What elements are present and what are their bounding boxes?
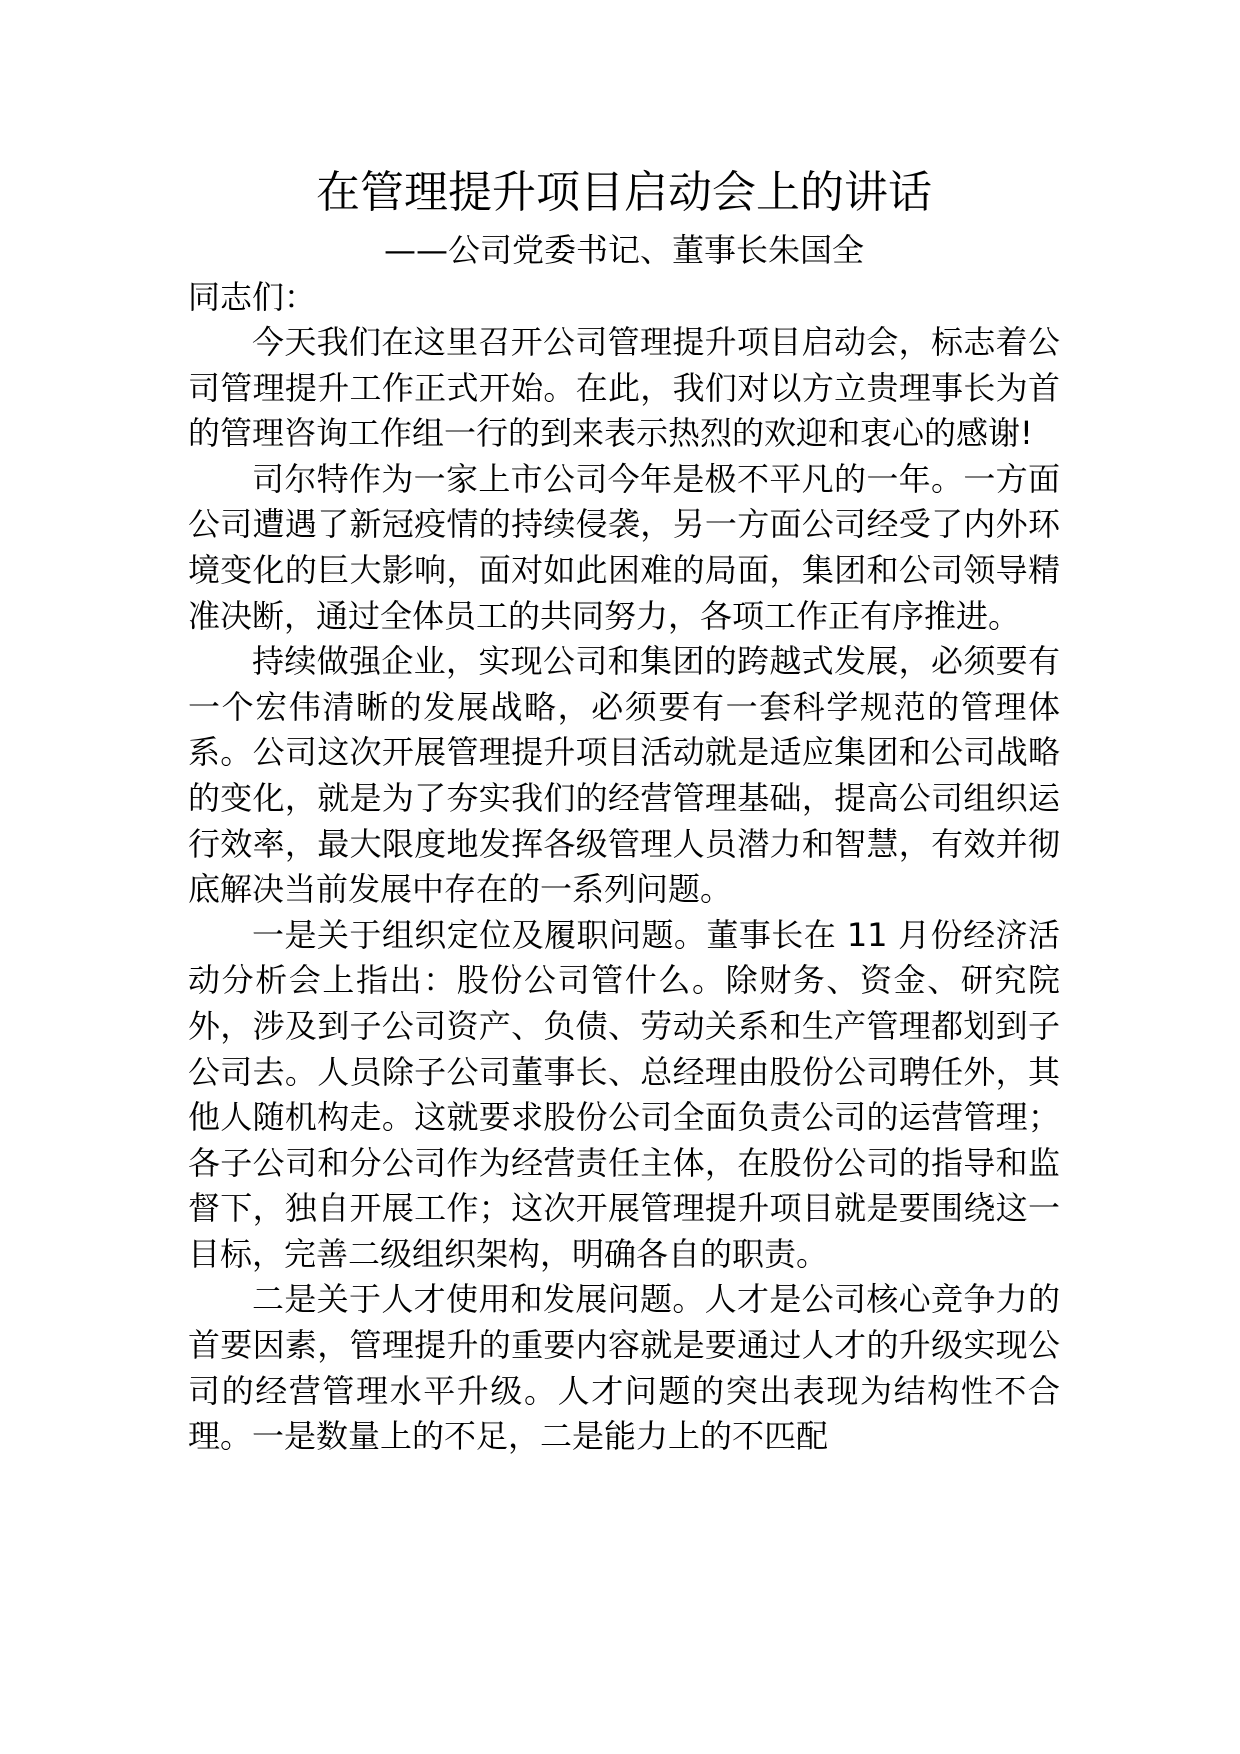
document-title: 在管理提升项目启动会上的讲话 bbox=[316, 167, 932, 218]
paragraph-strategy: 持续做强企业，实现公司和集团的跨越式发展，必须要有一个宏伟清晰的发展战略，必须要有一套科学规范的管理体系。公司这次开展管理提升项目活动就是适应集团和公司战略的变化，就是为了夯实我们的经营管理基础，提高公司组织运行效率，最大限度地发挥各级管理人员潜力和智慧，有效并彻底解决当前发展中存在的一系列问题。 bbox=[188, 642, 1060, 909]
document-page bbox=[188, 160, 1060, 1460]
paragraph-talent: 二是关于人才使用和发展问题。人才是公司核心竞争力的首要因素，管理提升的重要内容就是要通过人才的升级实现公司的经营管理水平升级。人才问题的突出表现为结构性不合理。一是数量上的不足，二是能力上的不匹配 bbox=[188, 1280, 1060, 1456]
salutation: 同志们： bbox=[188, 278, 317, 316]
paragraph-organization: 一是关于组织定位及履职问题。董事长在 11 月份经济活动分析会上指出：股份公司管什么。除财务、资金、研究院外，涉及到子公司资产、负债、劳动关系和生产管理都划到子公司去。人员除子公司董事长、总经理由股份公司聘任外，其他人随机构走。这就要求股份公司全面负责公司的运营管理；各子公司和分公司作为经营责任主体，在股份公司的指导和监督下，独自开展工作；这次开展管理提升项目就是要围绕这一目标，完善二级组织架构，明确各自的职责。 bbox=[188, 915, 1060, 1273]
document-subtitle: ——公司党委书记、董事长朱国全 bbox=[383, 231, 864, 269]
paragraph-company-year: 司尔特作为一家上市公司今年是极不平凡的一年。一方面公司遭遇了新冠疫情的持续侵袭，另一方面公司经受了内外环境变化的巨大影响，面对如此困难的局面，集团和公司领导精准决断，通过全体员工的共同努力，各项工作正有序推进。 bbox=[188, 459, 1060, 635]
paragraph-opening: 今天我们在这里召开公司管理提升项目启动会，标志着公司管理提升工作正式开始。在此，我们对以方立贵理事长为首的管理咨询工作组一行的到来表示热烈的欢迎和衷心的感谢! bbox=[188, 323, 1060, 453]
